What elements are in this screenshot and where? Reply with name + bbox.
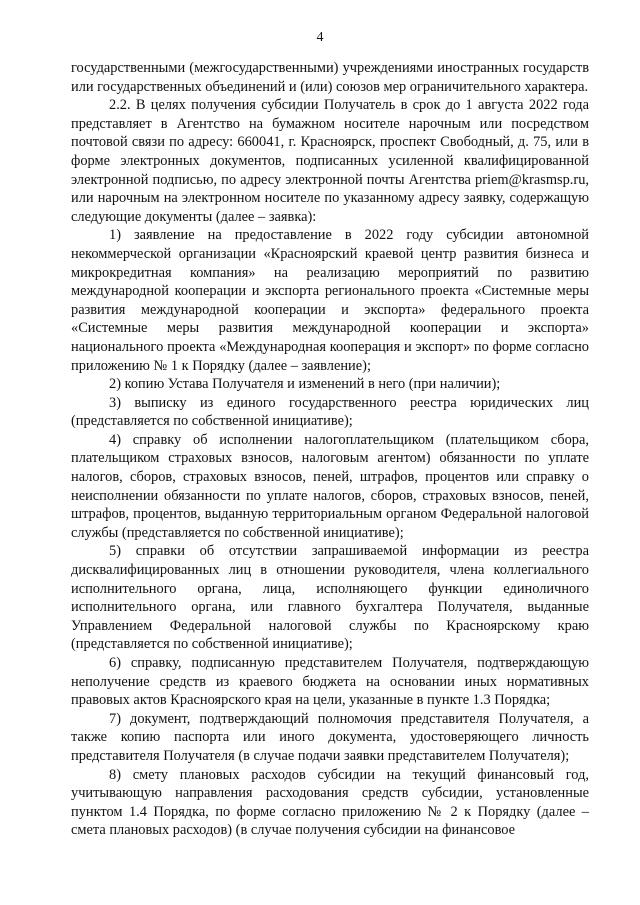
list-item-7: 7) документ, подтверждающий полномочия представителя Получателя, а также копию паспорта или иного документа, удостоверяющего личность представителя Получателя (в случае подачи заявки представителем Получателя); <box>71 710 589 764</box>
page-number: 4 <box>316 30 324 45</box>
list-item-3: 3) выписку из единого государственного реестра юридических лиц (представляется по собственной инициативе); <box>71 394 589 430</box>
list-item-5: 5) справки об отсутствии запрашиваемой информации из реестра дисквалифицированных лиц в отношении руководителя, члена коллегиального исполнительного органа, лица, исполняющего функции единоличного исполнительного органа, или главного бухгалтера Получателя, выданные Управлением Федеральной налоговой службы по Красноярскому краю (представляется по собственной инициативе); <box>71 543 589 653</box>
list-item-8: 8) смету плановых расходов субсидии на текущий финансовый год, учитывающую направления расходования средств субсидии, установленные пунктом 1.4 Порядка, по форме согласно приложению № 2 к Порядку (далее – смета плановых расходов) (в случае получения субсидии на финансовое <box>71 766 589 839</box>
list-item-1: 1) заявление на предоставление в 2022 году субсидии автономной некоммерческой организации «Красноярский краевой центр развития бизнеса и микрокредитная компания» на реализацию мероприятий по развитию международной кооперации и экспорта регионального проекта «Системные меры развития международной кооперации и экспорта» федерального проекта «Системные меры развития международной кооперации и экспорта» национального проекта «Международная кооперация и экспорт» по форме согласно приложению № 1 к Порядку (далее – заявление); <box>71 227 589 374</box>
list-item-6: 6) справку, подписанную представителем Получателя, подтверждающую неполучение средств из краевого бюджета на основании иных нормативных правовых актов Красноярского края на цели, указанные в пункте 1.3 Порядка; <box>71 655 589 709</box>
list-item-2: 2) копию Устава Получателя и изменений в него (при наличии); <box>109 376 501 393</box>
list-item-4: 4) справку об исполнении налогоплательщиком (плательщиком сбора, плательщиком страховых взносов, налоговым агентом) обязанности по уплате налогов, сборов, страховых взносов, пеней, штрафов, процентов или справку о неисполнении обязанности по уплате налогов, сборов, страховых взносов, пеней, штрафов, процентов, выданную территориальным органом Федеральной налоговой службы (представляется по собственной инициативе); <box>71 431 589 541</box>
document-body <box>71 59 589 840</box>
paragraph-continuation: государственными (межгосударственными) учреждениями иностранных государств или государственных объединений и (или) союзов мер ограничительного характера. <box>71 60 589 95</box>
paragraph-clause-2-2: 2.2. В целях получения субсидии Получатель в срок до 1 августа 2022 года представляет в Агентство на бумажном носителе нарочным или посредством почтовой связи по адресу: 660041, г. Красноярск, проспект Свободный, д. 75, или в форме электронных документов, подписанных усиленной квалифицированной электронной подписью, по адресу электронной почты Агентства priem@krasmsp.ru, или нарочным на электронном носителе по указанному адресу заявку, содержащую следующие документы (далее – заявка): <box>71 97 589 225</box>
